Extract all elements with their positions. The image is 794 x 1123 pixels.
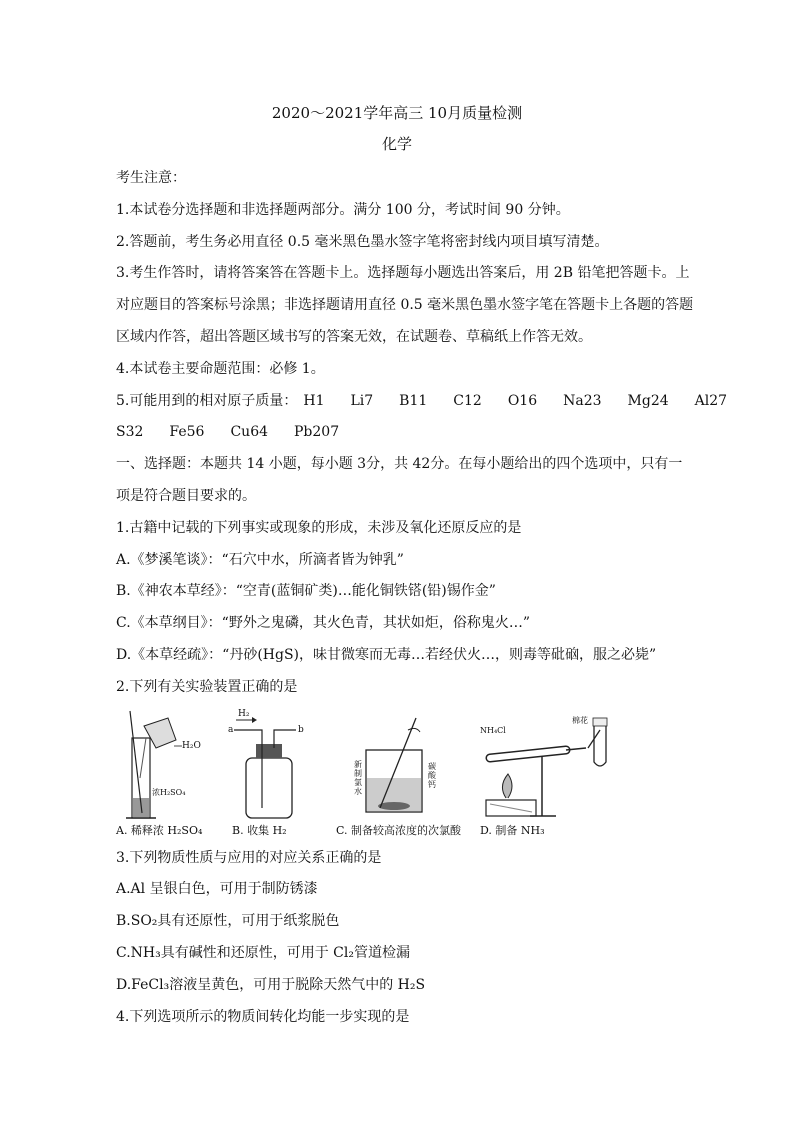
figure-b: [226, 708, 316, 837]
atom-mass: H1: [303, 392, 325, 409]
q3-option-a: A.Al 呈银白色，可用于制防锈漆: [116, 881, 318, 898]
q3-option-c: C.NH₃具有碱性和还原性，可用于 Cl₂管道检漏: [116, 944, 410, 961]
exam-content: [116, 163, 728, 1033]
atomic-masses-line-2: [116, 417, 686, 449]
q3-stem: 3.下列物质性质与应用的对应关系正确的是: [116, 849, 382, 866]
atom-mass: O16: [507, 392, 538, 409]
atomic-masses-line-1: [116, 386, 728, 418]
atom-mass: Cu64: [230, 424, 269, 441]
label-water: H₂O: [182, 740, 201, 751]
notice-item-3-cont-1: 对应题目的答案标号涂黑；非选择题请用直径 0.5 毫米黑色墨水签字笔在答题卡上各题的答题: [116, 297, 694, 314]
atom-mass: S32: [116, 424, 144, 441]
notice-item-4: 4.本试卷主要命题范围：必修 1。: [116, 360, 325, 377]
atom-mass: Li7: [350, 392, 374, 409]
label-cotton: 棉花: [572, 715, 588, 725]
notice-heading: 考生注意：: [116, 170, 186, 186]
label-chlorine-water: 新制氯水: [354, 759, 362, 796]
atom-mass: B11: [399, 392, 428, 409]
q1-option-c: C.《本草纲目》：“野外之鬼磷，其火色青，其状如炬，俗称鬼火…”: [116, 615, 530, 632]
label-port-a: a: [228, 724, 234, 735]
exam-subject: 化学: [381, 135, 412, 153]
caption-b: B. 收集 H₂: [232, 823, 287, 837]
q1-stem: 1.古籍中记载的下列事实或现象的形成，未涉及氧化还原反应的是: [116, 519, 522, 536]
atom-mass: Fe56: [169, 424, 205, 441]
section-1-heading-cont: 项是符合题目要求的。: [116, 487, 256, 504]
q2-apparatus-figures: [116, 708, 686, 843]
figure-a: [116, 708, 206, 837]
q4-stem: 4.下列选项所示的物质间转化均能一步实现的是: [116, 1008, 410, 1025]
notice-item-3: 3.考生作答时，请将答案答在答题卡上。选择题每小题选出答案后，用 2B 铅笔把答题卡。上: [116, 265, 690, 282]
notice-item-1: 1.本试卷分选择题和非选择题两部分。满分 100 分，考试时间 90 分钟。: [116, 201, 570, 218]
atom-mass: C12: [453, 392, 482, 409]
dilution-apparatus-diagram: [116, 708, 206, 828]
exam-title: 2020～2021学年高三 10月质量检测: [271, 104, 523, 122]
q3-option-b: B.SO₂具有还原性，可用于纸浆脱色: [116, 913, 340, 930]
notice-item-2: 2.答题前，考生务必用直径 0.5 毫米黑色墨水签字笔将密封线内项目填写清楚。: [116, 233, 609, 250]
q2-stem: 2.下列有关实验装置正确的是: [116, 678, 298, 695]
figure-c: [336, 708, 466, 837]
section-1-heading: 一、选择题：本题共 14 小题，每小题 3分，共 42分。在每小题给出的四个选项中，只有一: [116, 456, 683, 473]
caption-c: C. 制备较高浓度的次氯酸: [336, 823, 462, 837]
label-conc-acid: 浓H₂SO₄: [152, 787, 186, 797]
label-h2: H₂: [238, 708, 250, 719]
label-calcium-carbonate: 碳酸钙: [428, 761, 436, 789]
q1-option-a: A.《梦溪笔谈》：“石穴中水，所滴者皆为钟乳”: [116, 551, 404, 568]
atom-mass: Na23: [563, 392, 602, 409]
caption-d: D. 制备 NH₃: [480, 823, 545, 837]
figure-d: [476, 708, 626, 837]
atom-mass: Al27: [694, 392, 728, 409]
label-port-b: b: [298, 724, 304, 735]
q1-option-b: B.《神农本草经》：“空青(蓝铜矿类)…能化铜铁𨱏(铅)锡作金”: [116, 583, 496, 600]
q1-option-d: D.《本草经疏》：“丹砂(HgS)，味甘微寒而无毒…若经伏火…，则毒等砒硇，服之必毙”: [116, 646, 657, 663]
caption-a: A. 稀释浓 H₂SO₄: [116, 823, 203, 837]
label-nh4cl: NH₄Cl: [480, 725, 506, 735]
notice-item-3-cont-2: 区域内作答，超出答题区域书写的答案无效，在试题卷、草稿纸上作答无效。: [116, 328, 592, 345]
q3-option-d: D.FeCl₃溶液呈黄色，可用于脱除天然气中的 H₂S: [116, 976, 426, 993]
atom-mass: Mg24: [627, 392, 669, 409]
atomic-masses-intro: 5.可能用到的相对原子质量：: [116, 392, 298, 409]
atom-mass: Pb207: [294, 424, 340, 441]
